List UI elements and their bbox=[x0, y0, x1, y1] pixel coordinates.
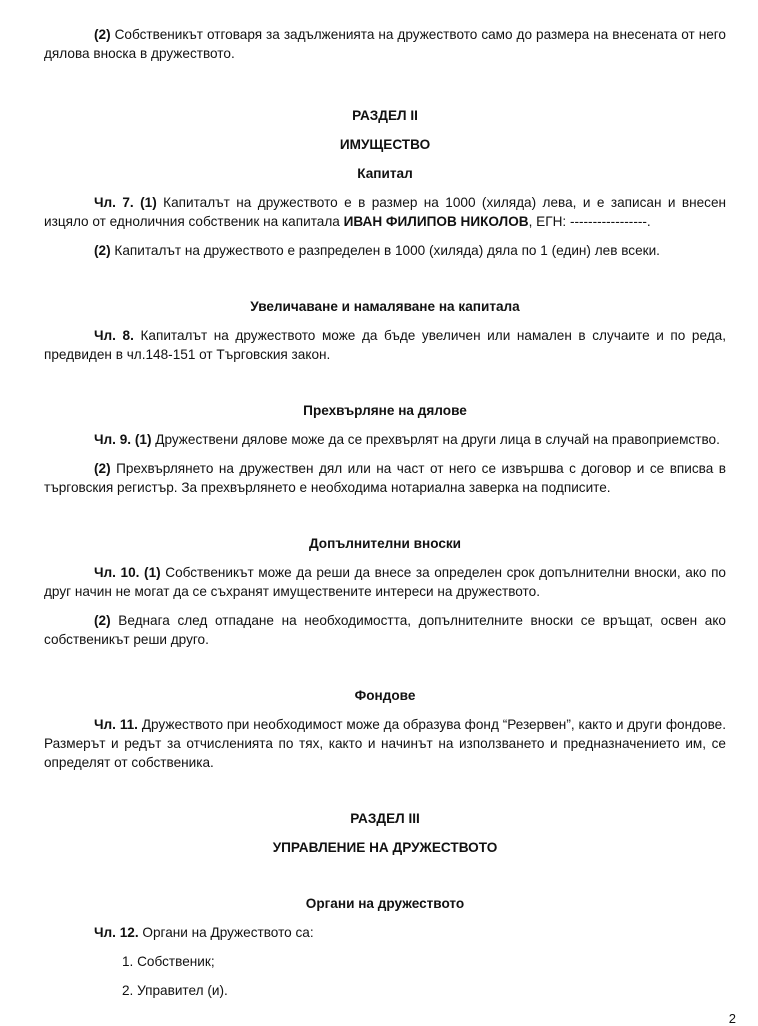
para-text: Органи на Дружеството са: bbox=[138, 925, 314, 940]
section-3-subtitle: УПРАВЛЕНИЕ НА ДРУЖЕСТВОТО bbox=[272, 840, 498, 855]
para-number: (2) bbox=[94, 461, 111, 476]
article-8 bbox=[44, 326, 726, 364]
article-label: Чл. 11. bbox=[94, 717, 138, 732]
para-text: Собственикът може да реши да внесе за определен срок допълнителни вноски, ако по друг начин не могат да се съхранят имуществените интереси на дружеството. bbox=[44, 565, 726, 599]
article-10-para-2 bbox=[44, 611, 726, 649]
article-10-para-1 bbox=[44, 563, 726, 601]
heading-additional-contributions: Допълнителни вноски bbox=[308, 536, 462, 551]
para-text: Веднага след отпадане на необходимостта, допълнителните вноски се връщат, освен ако собственикът реши друго. bbox=[44, 613, 726, 647]
paragraph-owner-liability bbox=[44, 25, 726, 63]
page-number: 2 bbox=[728, 1011, 736, 1026]
para-text: Прехвърлянето на дружествен дял или на част от него се извършва с договор и се вписва в търговския регистър. За прехвърлянето е необходима нотариална заверка на подписите. bbox=[44, 461, 726, 495]
heading-capital-change: Увеличаване и намаляване на капитала bbox=[250, 299, 520, 314]
heading-funds: Фондове bbox=[354, 688, 416, 703]
heading-capital: Капитал bbox=[357, 166, 413, 181]
article-label: Чл. 9. bbox=[94, 432, 132, 447]
article-9-para-2 bbox=[44, 459, 726, 497]
article-label: Чл. 10. bbox=[94, 565, 140, 580]
heading-share-transfer: Прехвърляне на дялове bbox=[303, 403, 467, 418]
section-3-title: РАЗДЕЛ III bbox=[350, 811, 420, 826]
para-number: (1) bbox=[133, 195, 157, 210]
owner-name: ИВАН ФИЛИПОВ НИКОЛОВ bbox=[343, 214, 529, 229]
para-text: Капиталът на дружеството е разпределен в 1000 (хиляда) дяла по 1 (един) лев всеки. bbox=[110, 243, 660, 258]
section-2-subtitle: ИМУЩЕСТВО bbox=[339, 137, 431, 152]
article-11 bbox=[44, 715, 726, 772]
para-number: (1) bbox=[131, 432, 152, 447]
list-item: 1. Собственик; bbox=[122, 954, 215, 969]
list-item: 2. Управител (и). bbox=[122, 983, 228, 998]
heading-company-organs: Органи на дружеството bbox=[305, 896, 465, 911]
article-label: Чл. 7. bbox=[94, 195, 134, 210]
para-number: (1) bbox=[139, 565, 161, 580]
para-text: Дружествени дялове може да се прехвърлят на други лица в случай на правоприемство. bbox=[151, 432, 720, 447]
para-text: Капиталът на дружеството може да бъде увеличен или намален в случаите и по реда, предвиден в чл.148-151 от Търговския закон. bbox=[44, 328, 726, 362]
para-number: (2) bbox=[94, 613, 111, 628]
para-text: Собственикът отговаря за задълженията на дружеството само до размера на внесената от него дялова вноска в дружеството. bbox=[44, 27, 726, 61]
document-body bbox=[44, 19, 726, 1000]
article-12 bbox=[44, 923, 726, 942]
article-9-para-1 bbox=[44, 430, 726, 449]
para-number: (2) bbox=[94, 27, 111, 42]
section-2-title: РАЗДЕЛ II bbox=[352, 108, 418, 123]
article-label: Чл. 8. bbox=[94, 328, 134, 343]
article-label: Чл. 12. bbox=[94, 925, 139, 940]
para-number: (2) bbox=[94, 243, 111, 258]
article-7-para-1 bbox=[44, 193, 726, 231]
para-text: Дружеството при необходимост може да образува фонд “Резервен”, както и други фондове. Размерът и редът за отчисленията по тях, както и начинът на използването и предназначението им, се определят от собственика. bbox=[44, 717, 726, 770]
article-7-para-2 bbox=[44, 241, 726, 260]
para-text: , ЕГН: -----------------. bbox=[528, 214, 651, 229]
para-text: Капиталът на дружеството е в размер на 1000 (хиляда) лева, и е записан и внесен изцяло от едноличния собственик на капитала bbox=[44, 195, 727, 229]
